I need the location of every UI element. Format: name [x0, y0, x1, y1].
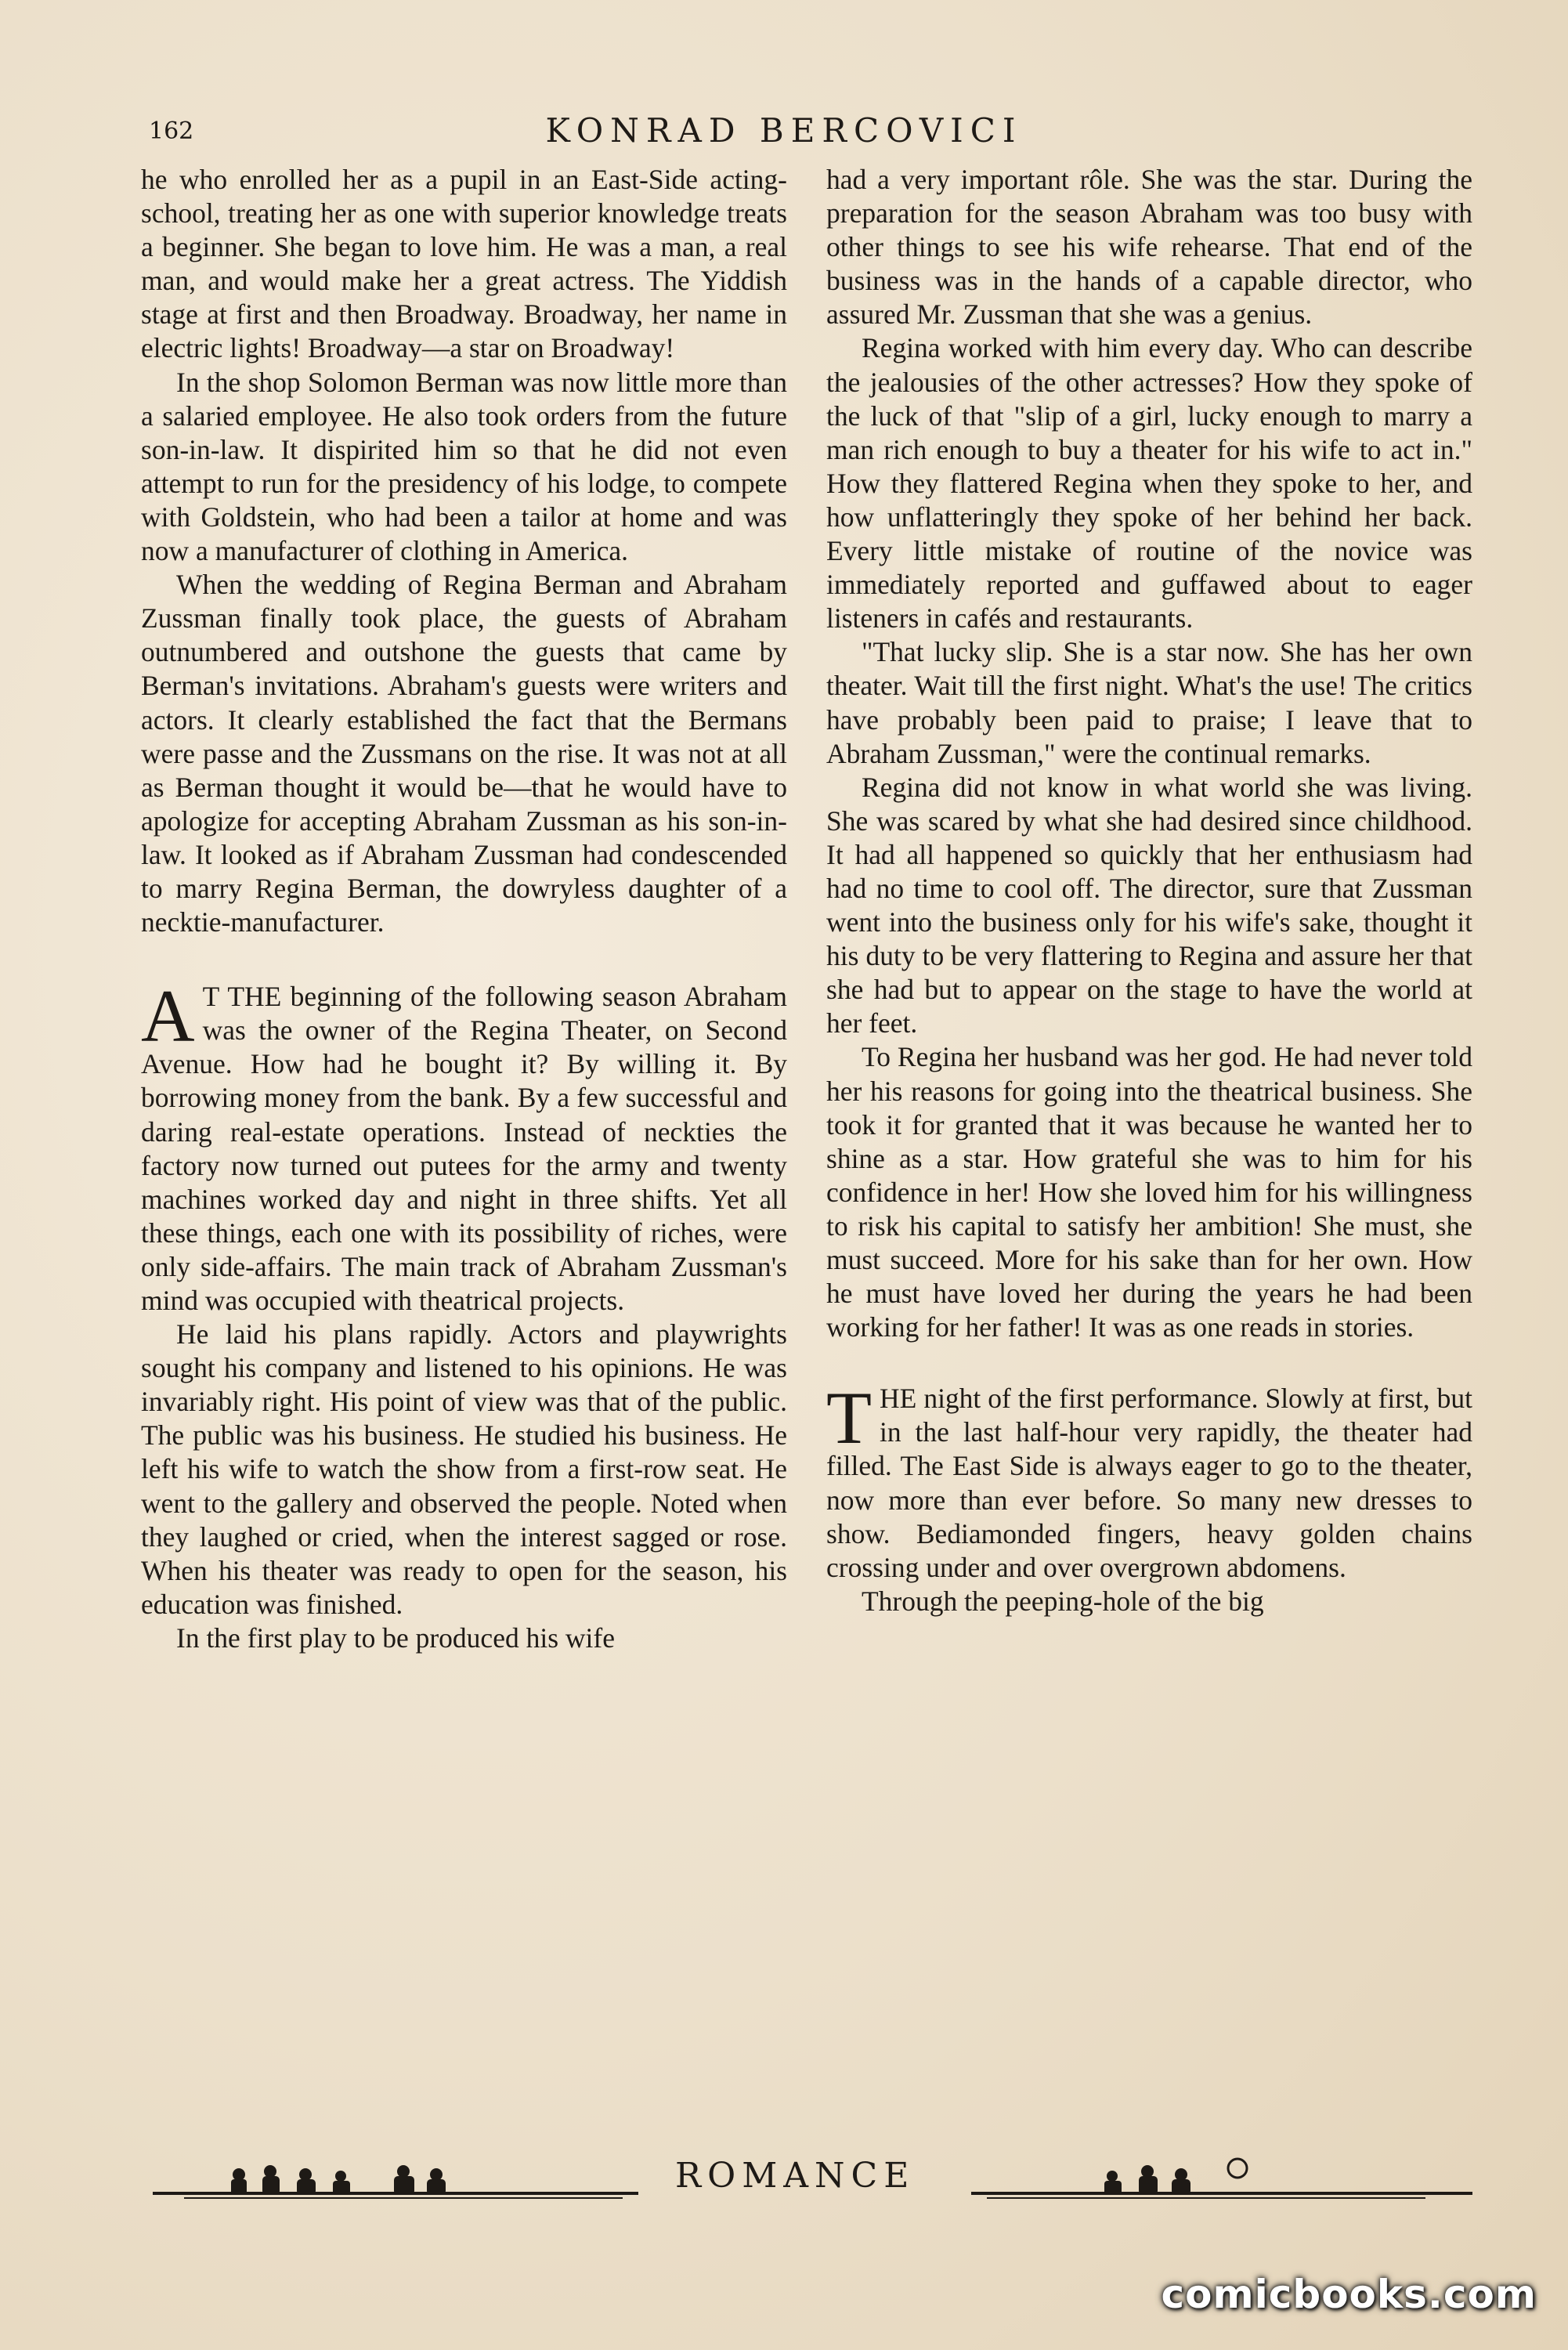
left-column — [141, 163, 787, 1655]
page-footer — [0, 2148, 1568, 2218]
watermark: comicbooks.com — [1161, 2272, 1537, 2317]
footer-ornament-right — [971, 2148, 1472, 2211]
paragraph: In the first play to be produced his wife — [176, 1622, 615, 1654]
paragraph: He laid his plans rapidly. Actors and playwrights sought his company and listened to his opinions. He was invariably right. His point of view was that of the public. The public was his business. He studied his business. He left his wife to watch the show from a first-row seat. He went to the gallery and observed the people. Noted when they laughed or cried, when the interest sagged or rose. When his theater was ready to open for the season, his education was finished. — [141, 1318, 787, 1620]
paragraph: "That lucky slip. She is a star now. She has her own theater. Wait till the first night. What's the use! The critics have probably been paid to praise; I leave that to Abraham Zussman," were the continual remarks. — [826, 636, 1472, 769]
paragraph — [141, 974, 787, 1318]
paragraph: When the wedding of Regina Berman and Abraham Zussman finally took place, the guests of Abraham outnumbered and outshone the guests that came by Berman's invitations. Abraham's guests were writers and actors. It clearly established the fact that the Bermans were passe and the Zussmans on the rise. It was not at all as Berman thought it would be—that he would have to apologize for accepting Abraham Zussman as his son-in-law. It looked as if Abraham Zussman had condescended to marry Regina Berman, the dowryless daughter of a necktie-manufacturer. — [141, 569, 787, 938]
paragraph: Through the peeping-hole of the big — [862, 1585, 1264, 1617]
drop-cap: T — [826, 1376, 873, 1460]
paragraph — [826, 1376, 1472, 1585]
footer-title: ROMANCE — [675, 2156, 916, 2196]
paragraph-text: HE night of the first performance. Slowly at first, but in the last half-hour very rapidly, the theater had filled. The East Side is always eager to go to the theater, now more than ever before. So many new dresses to show. Bediamonded fingers, heavy golden chains crossing under and over overgrown abdomens. — [826, 1383, 1472, 1583]
section-break — [826, 1344, 1472, 1382]
drop-cap: A — [141, 974, 195, 1058]
paragraph: To Regina her husband was her god. He had never told her his reasons for going into the theatrical business. She took it for granted that it was because he wanted her to shine as a star. How grateful she was to him for his confidence in her! How she loved him for his willingness to risk his capital to satisfy her ambition! She must, she must succeed. More for his sake than for her own. How he must have loved her during the years he had been working for her father! It was as one reads in stories. — [826, 1041, 1472, 1343]
paragraph: Regina did not know in what world she was living. She was scared by what she had desired since childhood. It had all happened so quickly that her enthusiasm had had no time to cool off. The director, sure that Zussman went into the business only for his wife's sake, thought it his duty to be very flattering to Regina and assure her that she had but to appear on the stage to have the world at her feet. — [826, 771, 1472, 1039]
running-title: KONRAD BERCOVICI — [545, 111, 1023, 150]
paragraph: Regina worked with him every day. Who can describe the jealousies of the other actresses? How they spoke of the luck of that "slip of a girl, lucky enough to marry a man rich enough to buy a theater for his wife to act in." How they flattered Regina when they spoke to her, and how unflatteringly they spoke of her behind her back. Every little mistake of routine of the novice was immediately reported and guffawed about to eager listeners in cafés and restaurants. — [826, 332, 1472, 634]
paragraph: he who enrolled her as a pupil in an East-Side acting-school, treating her as one with superior knowledge treats a beginner. She began to love him. He was a man, a real man, and would make her a great actress. The Yiddish stage at first and then Broadway. Broadway, her name in electric lights! Broadway—a star on Broadway! — [141, 164, 787, 364]
paragraph: In the shop Solomon Berman was now little more than a salaried employee. He also took orders from the future son-in-law. It dispirited him so that he did not even attempt to run for the presidency of his lodge, to compete with Goldstein, who had been a tailor at home and was now a manufacturer of clothing in America. — [141, 366, 787, 567]
footer-ornament-left — [153, 2148, 638, 2211]
right-column — [826, 163, 1472, 1618]
page-number: 162 — [149, 118, 194, 145]
paragraph-text: T THE beginning of the following season Abraham was the owner of the Regina Theater, on Second Avenue. How had he bought it? By willing it. By borrowing money from the bank. By a few successful and daring real-estate operations. Instead of neckties the factory now turned out putees for the army and twenty machines worked day and night in three shifts. Yet all these things, each one with its possibility of riches, were only side-affairs. The main track of Abraham Zussman's mind was occupied with theatrical projects. — [141, 981, 787, 1316]
page-header — [0, 111, 1568, 158]
section-break — [141, 939, 787, 980]
paragraph: had a very important rôle. She was the star. During the preparation for the season Abraham was too busy with other things to see his wife rehearse. That end of the business was in the hands of a capable director, who assured Mr. Zussman that she was a genius. — [826, 164, 1472, 331]
